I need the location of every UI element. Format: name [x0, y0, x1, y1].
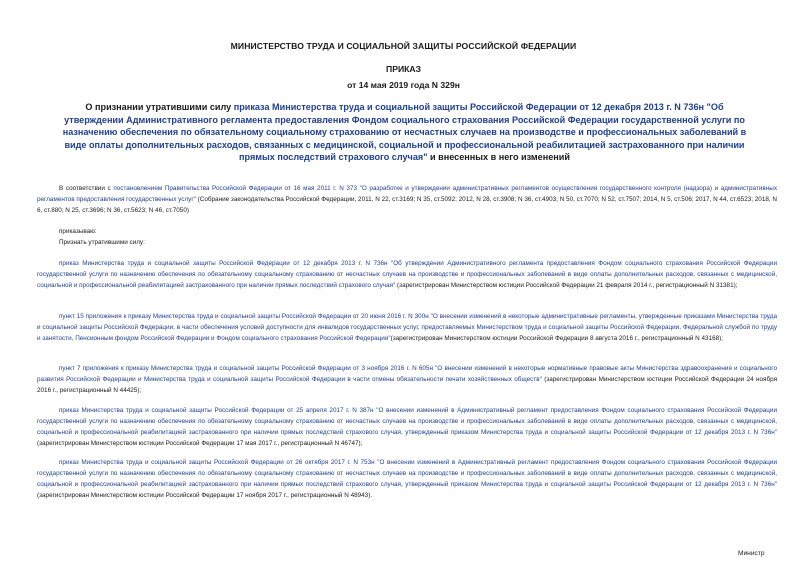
title-suffix: и внесенных в него изменений	[427, 152, 570, 163]
item-link[interactable]: приказ Министерства труда и социальной защиты Российской Федерации от 25 апреля 2017 г. N 387н "О внесении изменений в Административный регламент предоставления Фондом социального страхования Российской Федерации государственной услуги по назначению обеспечения по обязательному социальному страхованию от несчастных случаев на производстве и профессиональных заболеваний в виде оплаты дополнительных расходов, связанных с медицинской, социальной и профессиональной реабилитацией застрахованного при наличии прямых последствий страхового случая, утвержденный приказом Министерства труда и социальной защиты Российской Федерации от 12 декабря 2013 г. N 736н"	[37, 407, 777, 437]
item-link[interactable]: приказ Министерства труда и социальной защиты Российской Федерации от 12 декабря 2013 г. N 736н "Об утверждении Административного регламента предоставления Фондом социального страхования Российской Федерации государственной услуги по назначению обеспечения по обязательному социальному страхованию от несчастных случаев на производстве и профессиональных заболеваний в виде оплаты дополнительных расходов, связанных с медицинской, социальной и профессиональной реабилитацией застрахованного при наличии прямых последствий страхового случая"	[37, 260, 777, 290]
list-item	[37, 311, 777, 344]
order-word: приказываю:	[59, 228, 97, 235]
item-registration: (зарегистрирован Министерством юстиции Российской Федерации 17 мая 2017 г., регистрационный N 46747);	[37, 440, 363, 448]
recognize-line: Признать утратившими силу:	[59, 239, 145, 246]
intro-prefix: В соответствии с	[59, 185, 114, 192]
document-title	[58, 101, 751, 164]
title-prefix: О признании утратившими силу	[85, 102, 234, 112]
item-link[interactable]: пункт 15 приложения к приказу Министерства труда и социальной защиты Российской Федерации от 20 июня 2016 г. N 300н "О внесении изменений в некоторые административные регламенты, утвержденные приказами Министерства труда и социальной защиты Российской Федерации, в части обеспечения условий доступности для инвалидов государственных услуг, предоставляемых Министерством труда и социальной защиты Российской Федерации, Федеральной службой по труду и занятости, Пенсионным фондом Российской Федерации и Фондом социального страхования Российской Федерации"	[37, 313, 777, 343]
item-registration: (зарегистрирован Министерством юстиции Российской Федерации 8 августа 2016 г., регистрационный N 43168);	[390, 335, 724, 343]
title-link[interactable]: приказа Министерства труда и социальной защиты Российской Федерации от 12 декабря 2013 г. N 736н "Об утверждении Административного регламента предоставления Фондом социального страхования Российской Федерации государственной услуги по назначению обеспечения по обязательному социальному страхованию от несчастных случаев на производстве и профессиональных заболеваний в виде оплаты дополнительных расходов, связанных с медицинской, социальной и профессиональной реабилитацией застрахованного при наличии прямых последствий страхового случая"	[62, 102, 747, 163]
intro-link[interactable]: постановлением Правительства Российской Федерации от 16 мая 2011 г. N 373 "О разработке и утверждении административных регламентов осуществления государственного контроля (надзора) и административных регламентов предоставления государственных услуг"	[37, 185, 777, 204]
item-registration: (зарегистрирован Министерством юстиции Российской Федерации 17 ноября 2017 г., регистрационный N 48943).	[37, 492, 373, 500]
list-item	[37, 258, 777, 291]
item-registration: (зарегистрирован Министерством юстиции Российской Федерации 24 ноября 2016 г., регистрационный N 44425);	[37, 376, 778, 395]
ministry-heading: МИНИСТЕРСТВО ТРУДА И СОЦИАЛЬНОЙ ЗАЩИТЫ РОССИЙСКОЙ ФЕДЕРАЦИИ	[230, 41, 577, 51]
list-item	[37, 457, 777, 501]
list-item	[37, 405, 777, 449]
intro-suffix: (Собрание законодательства Российской Федерации, 2011, N 22, ст.3169; N 35, ст.5092; 2012, N 28, ст.3908; N 36, ст.4903; N 50, ст.7070; N 52, ст.7507; 2014, N 5, ст.506; 2017, N 44, ст.6523; 2018, N 6, ст.880; N 25, ст.3696; N 36, ст.5623; N 46, ст.7050)	[37, 196, 777, 215]
signature-label: Министр	[738, 550, 765, 557]
item-link[interactable]: пункт 7 приложения к приказу Министерства труда и социальной защиты Российской Федерации от 3 ноября 2016 г. N 605н "О внесении изменений в некоторые нормативные правовые акты Министерства здравоохранения и социального развития Российской Федерации и Министерства труда и социальной защиты Российской Федерации в части отмены обязательности печати хозяйственных обществ"	[37, 365, 777, 384]
intro-paragraph	[37, 183, 777, 216]
list-item	[37, 363, 777, 396]
item-link[interactable]: приказ Министерства труда и социальной защиты Российской Федерации от 26 октября 2017 г. N 753н "О внесении изменений в Административный регламент предоставления Фондом социального страхования Российской Федерации государственной услуги по назначению обеспечения по обязательному социальному страхованию от несчастных случаев на производстве и профессиональных заболеваний в виде оплаты дополнительных расходов, связанных с медицинской, социальной и профессиональной реабилитацией застрахованного при наличии прямых последствий страхового случая, утвержденный приказом Министерства труда и социальной защиты Российской Федерации от 12 декабря 2013 г. N 736н"	[37, 459, 777, 489]
document-type: ПРИКАЗ	[386, 64, 421, 74]
document-date: от 14 мая 2019 года N 329н	[347, 80, 460, 90]
item-registration: (зарегистрирован Министерством юстиции Российской Федерации 21 февраля 2014 г., регистрационный N 31381);	[395, 282, 738, 290]
